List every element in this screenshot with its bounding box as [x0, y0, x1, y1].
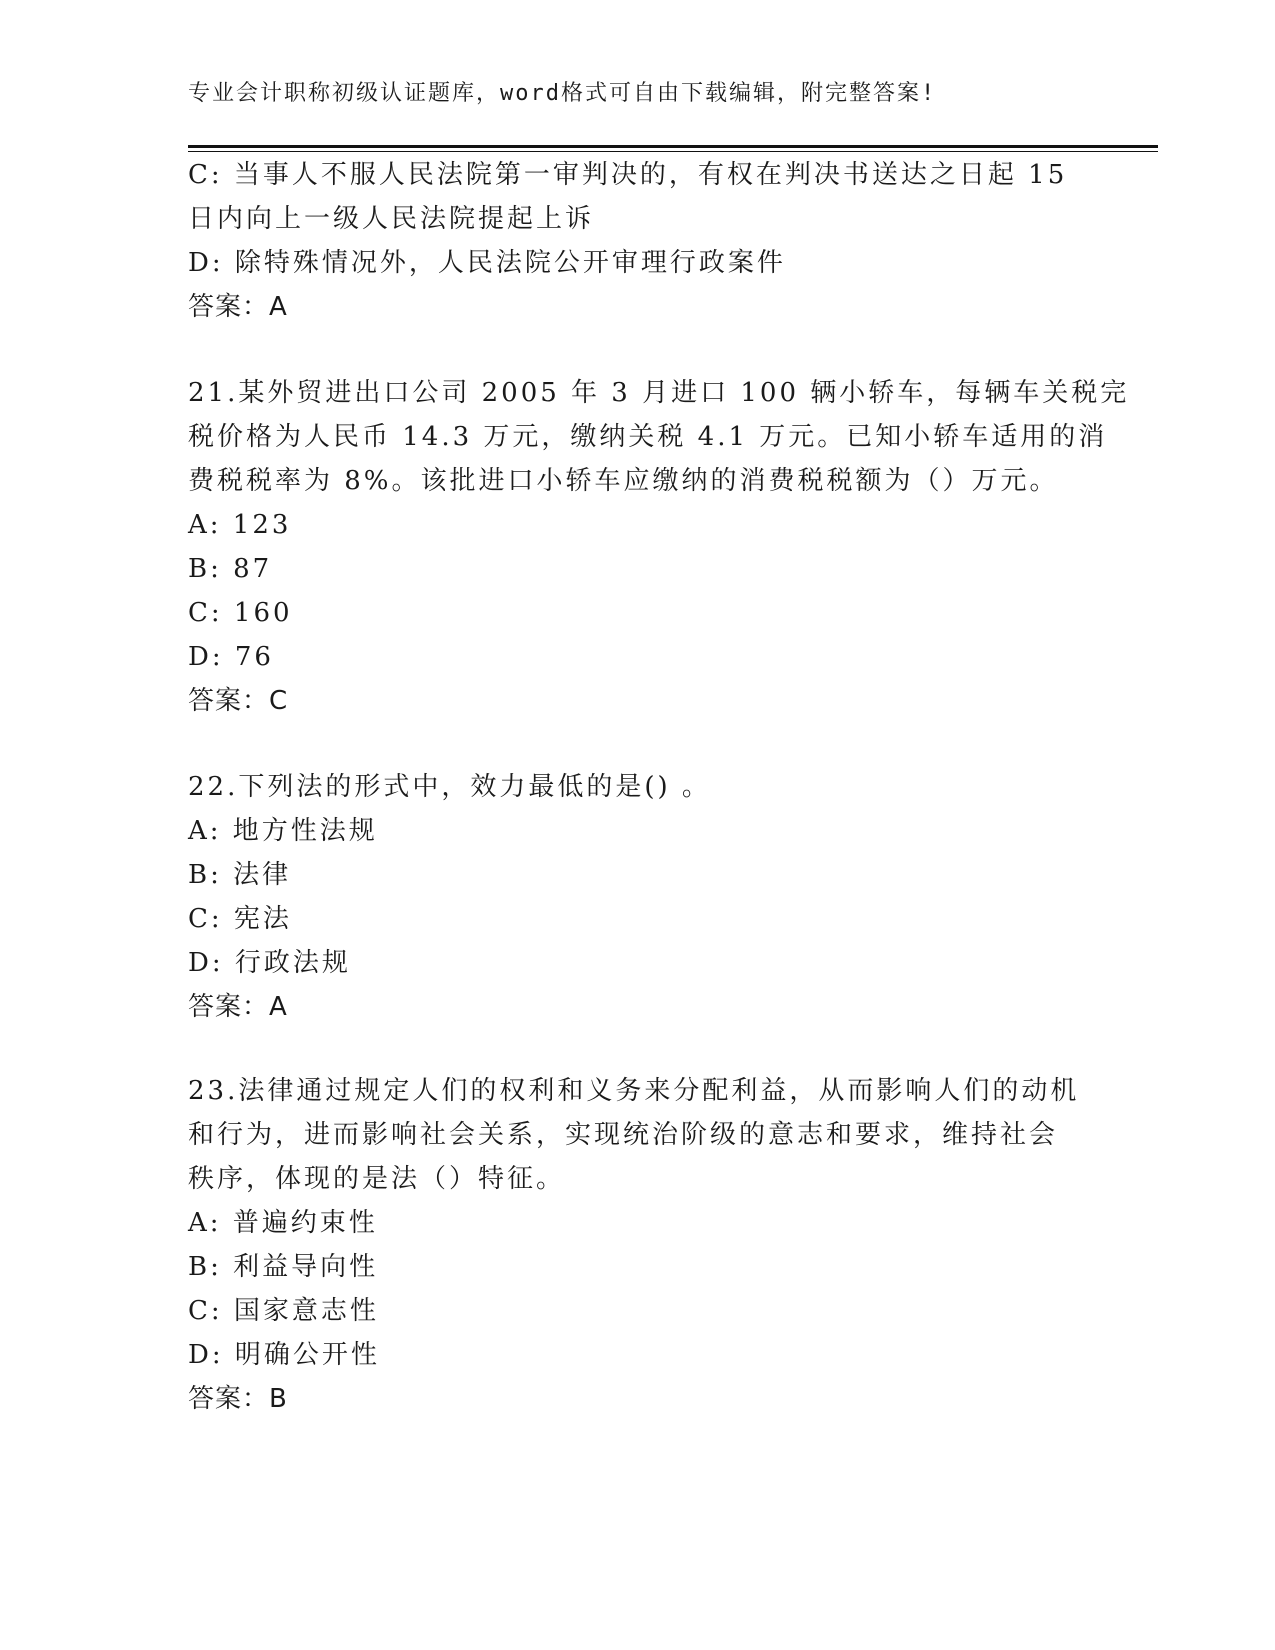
question-stem: 22.下列法的形式中，效力最低的是() 。 — [188, 772, 711, 802]
question-stem: 21.某外贸进出口公司 2005 年 3 月进口 100 辆小轿车，每辆车关税完 — [188, 378, 1130, 408]
option-b: B: 法律 — [188, 860, 292, 890]
option-d: D: 除特殊情况外，人民法院公开审理行政案件 — [188, 248, 786, 278]
option-a: A: 123 — [188, 510, 292, 540]
option-c: C: 国家意志性 — [188, 1296, 379, 1326]
question-stem: 税价格为人民币 14.3 万元，缴纳关税 4.1 万元。已知小轿车适用的消 — [188, 422, 1108, 452]
option-d: D: 行政法规 — [188, 948, 351, 978]
question-stem: 费税税率为 8%。该批进口小轿车应缴纳的消费税税额为（）万元。 — [188, 466, 1059, 496]
option-a: A: 普遍约束性 — [188, 1208, 378, 1238]
option-d: D: 76 — [188, 642, 274, 672]
option-c-continued: 日内向上一级人民法院提起上诉 — [188, 204, 595, 234]
option-b: B: 87 — [188, 554, 273, 584]
option-c: C: 当事人不服人民法院第一审判决的，有权在判决书送达之日起 15 — [188, 160, 1068, 190]
answer: 答案：A — [188, 292, 288, 322]
question-stem: 23.法律通过规定人们的权利和义务来分配利益，从而影响人们的动机 — [188, 1076, 1080, 1106]
answer: 答案：B — [188, 1384, 288, 1414]
option-c: C: 宪法 — [188, 904, 292, 934]
answer: 答案：C — [188, 686, 289, 716]
option-a: A: 地方性法规 — [188, 816, 378, 846]
answer: 答案：A — [188, 992, 288, 1022]
page-header: 专业会计职称初级认证题库，word格式可自由下载编辑，附完整答案! — [188, 81, 937, 106]
header-divider — [188, 145, 1158, 148]
question-stem: 秩序，体现的是法（）特征。 — [188, 1164, 566, 1194]
header-divider-thin — [188, 151, 1158, 152]
option-c: C: 160 — [188, 598, 293, 628]
question-stem: 和行为，进而影响社会关系，实现统治阶级的意志和要求，维持社会 — [188, 1120, 1059, 1150]
option-b: B: 利益导向性 — [188, 1252, 379, 1282]
option-d: D: 明确公开性 — [188, 1340, 380, 1370]
